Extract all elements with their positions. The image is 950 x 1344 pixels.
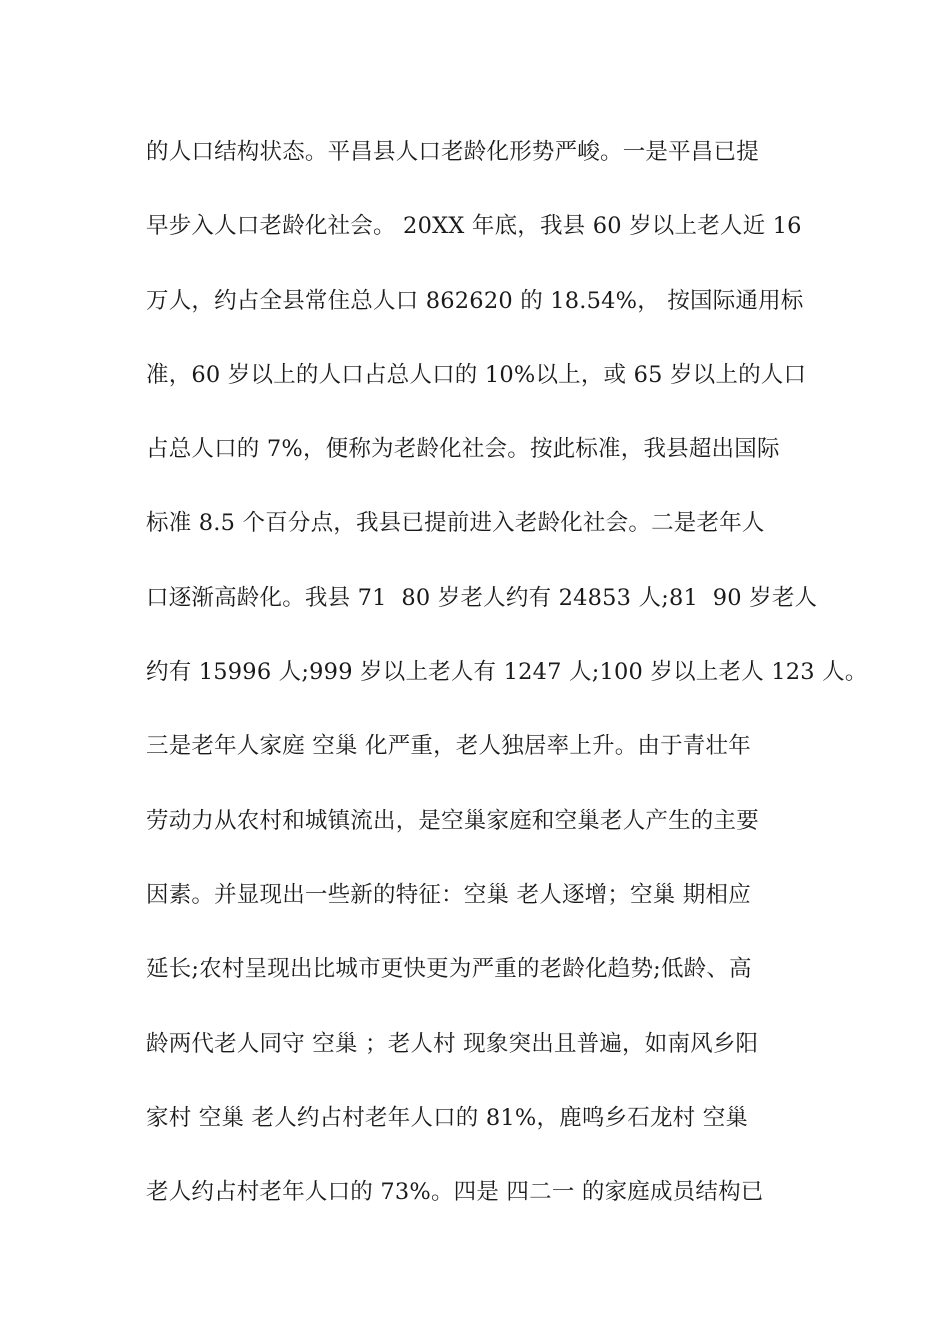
text-line-11: 因素。并显现出一些新的特征：空巢 老人逐增；空巢 期相应 (146, 881, 751, 908)
text-line-7: 口逐渐高龄化。我县 71 80 岁老人约有 24853 人;81 90 岁老人 (146, 584, 818, 611)
text-line-9: 三是老年人家庭 空巢 化严重，老人独居率上升。由于青壮年 (146, 733, 751, 760)
text-line-15: 老人约占村老年人口的 73%。四是 四二一 的家庭成员结构已 (146, 1179, 764, 1206)
body-text (146, 131, 868, 1245)
text-line-5: 占总人口的 7%，便称为老龄化社会。按此标准，我县超出国际 (146, 436, 780, 463)
text-line-1: 的人口结构状态。平昌县人口老龄化形势严峻。一是平昌已提 (146, 139, 759, 165)
text-line-6: 标准 8.5 个百分点，我县已提前进入老龄化社会。二是老年人 (146, 510, 765, 537)
text-line-13: 龄两代老人同守 空巢 ；老人村 现象突出且普遍，如南风乡阳 (146, 1030, 759, 1057)
text-line-3: 万人，约占全县常住总人口 862620 的 18.54%， 按国际通用标 (146, 287, 804, 314)
text-line-10: 劳动力从农村和城镇流出，是空巢家庭和空巢老人产生的主要 (146, 807, 759, 834)
text-line-12: 延长;农村呈现出比城市更快更为严重的老龄化趋势;低龄、高 (146, 956, 752, 983)
text-line-8: 约有 15996 人;999 岁以上老人有 1247 人;100 岁以上老人 123 人。 (146, 659, 868, 686)
text-line-14: 家村 空巢 老人约占村老年人口的 81%，鹿鸣乡石龙村 空巢 (146, 1104, 749, 1131)
text-line-4: 准，60 岁以上的人口占总人口的 10%以上，或 65 岁以上的人口 (146, 361, 807, 388)
text-line-2: 早步入人口老龄化社会。 20XX 年底，我县 60 岁以上老人近 16 (146, 213, 802, 240)
